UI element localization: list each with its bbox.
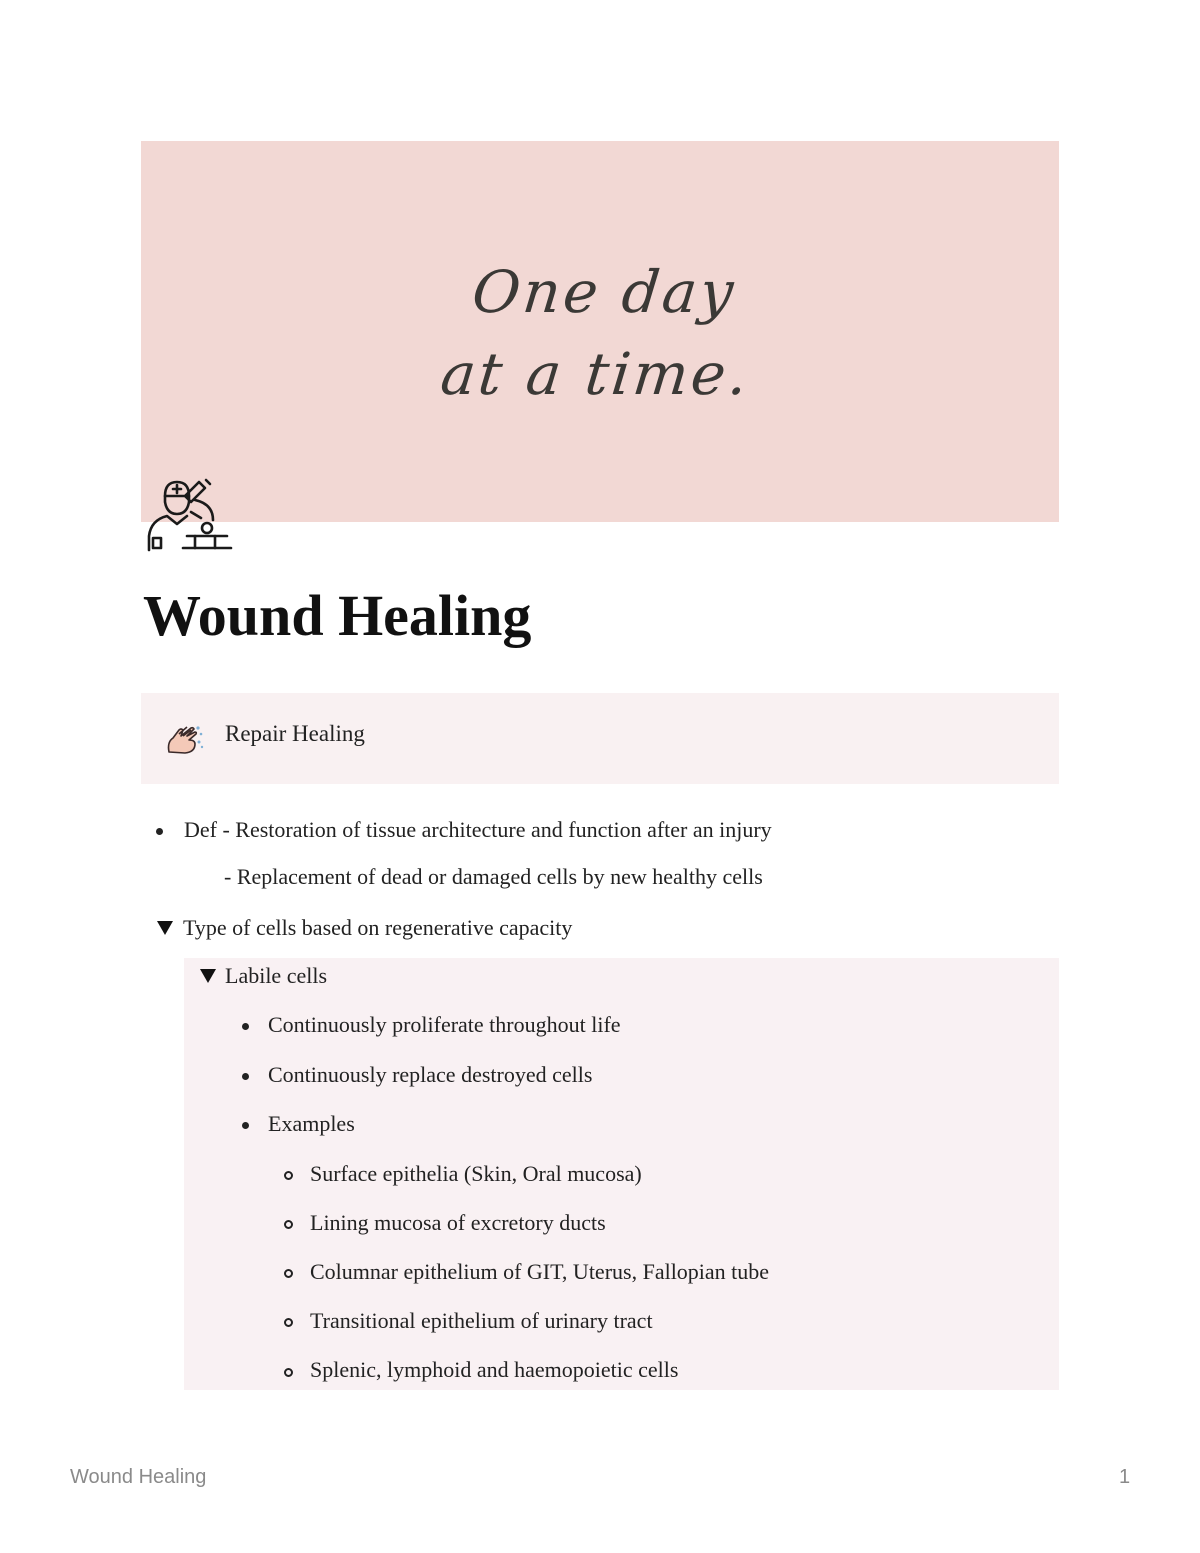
example-item: Lining mucosa of excretory ducts bbox=[310, 1210, 606, 1235]
cover-image bbox=[141, 141, 1059, 522]
example-item: Splenic, lymphoid and haemopoietic cells bbox=[310, 1357, 679, 1382]
cover-quote-line-2: at a time. bbox=[437, 340, 754, 408]
toggle-arrow-down-icon[interactable] bbox=[200, 969, 216, 983]
bullet-circle bbox=[284, 1269, 293, 1278]
footer-title: Wound Healing bbox=[70, 1466, 207, 1488]
bullet-circle bbox=[284, 1368, 293, 1377]
page-title: Wound Healing bbox=[143, 583, 532, 648]
example-item: Columnar epithelium of GIT, Uterus, Fallopian tube bbox=[310, 1259, 770, 1284]
example-item: Transitional epithelium of urinary tract bbox=[310, 1308, 653, 1333]
list-item: Continuously proliferate throughout life bbox=[268, 1012, 621, 1037]
toggle-arrow-down-icon[interactable] bbox=[157, 921, 173, 935]
toggle-heading-labile-cells[interactable]: Labile cells bbox=[225, 963, 328, 988]
cover-quote-line-1: One day bbox=[469, 258, 740, 326]
callout-text: Repair Healing bbox=[225, 721, 365, 746]
list-item: Continuously replace destroyed cells bbox=[268, 1062, 593, 1087]
toggle-heading-cell-types[interactable]: Type of cells based on regenerative capacity bbox=[183, 915, 573, 940]
bullet-dot bbox=[156, 828, 163, 835]
bullet-circle bbox=[284, 1318, 293, 1327]
list-item: Examples bbox=[268, 1111, 355, 1136]
cover-quote bbox=[132, 251, 1067, 415]
footer-page-number: 1 bbox=[1119, 1466, 1131, 1488]
bullet-dot bbox=[242, 1073, 249, 1080]
example-item: Surface epithelia (Skin, Oral mucosa) bbox=[310, 1161, 642, 1186]
bullet-dot bbox=[242, 1122, 249, 1129]
definition-text: Def - Restoration of tissue architecture and function after an injury bbox=[184, 817, 772, 842]
labile-toggle-block bbox=[184, 958, 1059, 1390]
bullet-dot bbox=[242, 1023, 249, 1030]
hands-washing-icon bbox=[165, 722, 205, 756]
doctor-microscope-icon bbox=[143, 476, 235, 552]
definition-continuation: - Replacement of dead or damaged cells by new healthy cells bbox=[224, 864, 763, 889]
bullet-circle bbox=[284, 1171, 293, 1180]
bullet-circle bbox=[284, 1220, 293, 1229]
callout-block bbox=[141, 693, 1059, 784]
